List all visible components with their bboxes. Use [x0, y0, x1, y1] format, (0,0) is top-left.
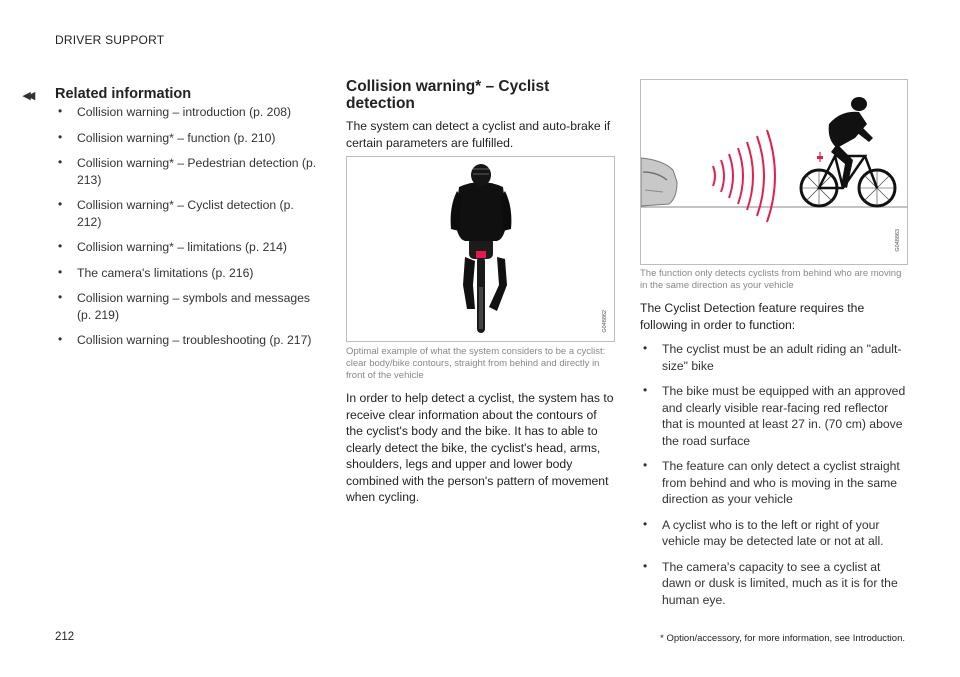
related-list — [55, 104, 320, 349]
related-item[interactable]: • Collision warning – introduction (p. 208) — [58, 104, 292, 119]
section-title: Collision warning* – Cyclist detection — [346, 78, 550, 112]
requirements-section — [640, 300, 910, 617]
figure1-caption: Optimal example of what the system considers to be a cyclist: clear body/bike contours, straight from behind and directly in front of the vehicle — [346, 346, 606, 381]
continued-chevron-icon: ◂◂ — [23, 87, 33, 104]
car-front — [641, 158, 677, 206]
related-item[interactable]: • The camera's limitations (p. 216) — [58, 264, 254, 280]
figure-code: G048863 — [895, 229, 901, 252]
related-item[interactable]: • Collision warning* – Pedestrian detection (p. 213) — [58, 155, 317, 187]
related-item[interactable]: • Collision warning* – Cyclist detection (p. 212) — [58, 197, 294, 229]
page-number: 212 — [55, 631, 75, 643]
right-leg — [489, 257, 507, 311]
radar-waves — [713, 130, 775, 222]
helmet — [471, 164, 491, 186]
cyclist-rear-illustration — [347, 157, 614, 341]
detection-paragraph: In order to help detect a cyclist, the system has to receive clear information about the contours of the cyclist's body and the bike. It has to able to clearly detect the bike, the cyclist's head, arms, shoulders, legs and upper and lower body combined with the person's pattern of movement when cycling. — [346, 391, 614, 504]
footnote: * Option/accessory, for more information, see Introduction. — [660, 633, 905, 644]
intro-text: The system can detect a cyclist and auto-brake if certain parameters are fulfilled. — [346, 119, 611, 150]
torso — [455, 182, 507, 241]
related-item[interactable]: • Collision warning – symbols and messages (p. 219) — [58, 290, 311, 322]
requirement-item: • A cyclist who is to the left or right of your vehicle may be detected late or not at all. — [643, 516, 884, 548]
requirements-list — [640, 341, 910, 608]
requirement-item: • The cyclist must be an adult riding an "adult-size" bike — [643, 341, 902, 373]
left-leg — [463, 257, 475, 309]
related-item[interactable]: • Collision warning – troubleshooting (p. 217) — [58, 332, 312, 347]
requirement-item: • The feature can only detect a cyclist straight from behind and who is moving in the same direction as your vehicle — [643, 458, 900, 506]
related-title: Related information — [55, 86, 192, 102]
red-reflector — [476, 251, 486, 258]
main-section — [346, 78, 616, 151]
figure2-caption: The function only detects cyclists from behind who are moving in the same direction as your vehicle — [640, 268, 902, 291]
cyclist-rear-figure — [346, 156, 615, 342]
related-information — [55, 86, 320, 358]
related-item[interactable]: • Collision warning* – function (p. 210) — [58, 129, 276, 145]
related-item[interactable]: • Collision warning* – limitations (p. 214) — [58, 239, 287, 254]
requirement-item: • The camera's capacity to see a cyclist at dawn or dusk is limited, much as it is for the human eye. — [643, 558, 898, 607]
car-cyclist-illustration — [641, 80, 907, 264]
requirements-intro: The Cyclist Detection feature requires the following in order to function: — [640, 301, 865, 332]
requirement-item: • The bike must be equipped with an approved and clearly visible rear-facing red reflector that is mounted at least 27 in. (70 cm) above the road surface — [643, 383, 906, 448]
figure-code: G048862 — [602, 310, 608, 333]
car-cyclist-figure — [640, 79, 908, 265]
rider-helmet — [851, 97, 867, 111]
section-header: DRIVER SUPPORT — [55, 33, 165, 47]
